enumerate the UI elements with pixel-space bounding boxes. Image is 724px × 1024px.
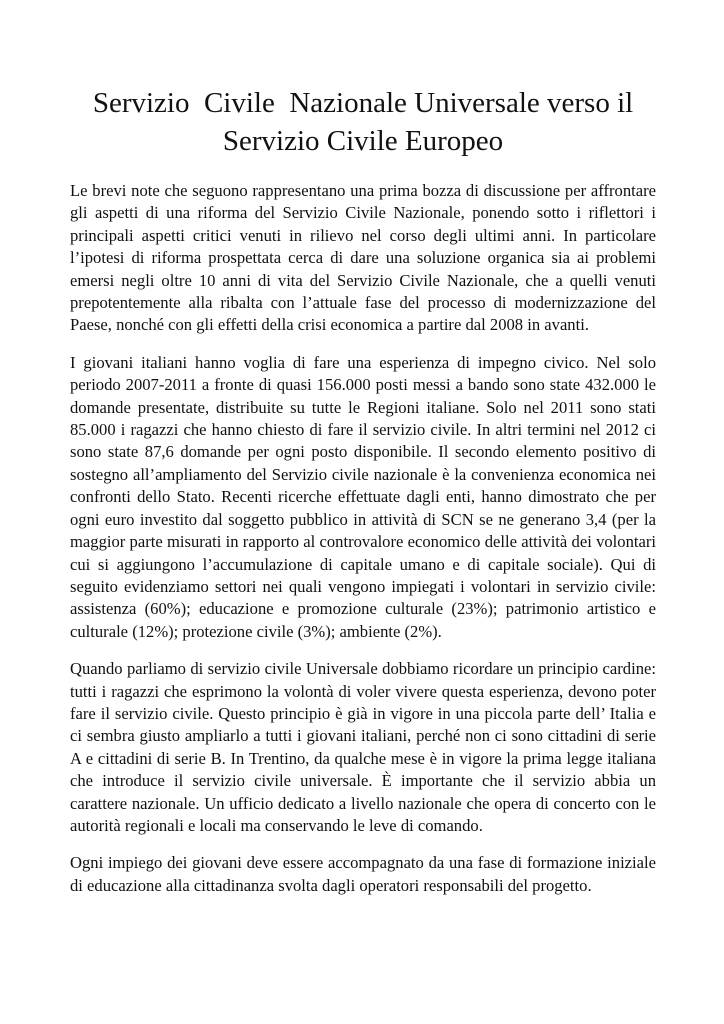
- title-line-1: Servizio Civile Nazionale Universale verso il: [92, 87, 634, 119]
- title-line-2: Servizio Civile Europeo: [222, 125, 504, 157]
- paragraph-universal-principle: Quando parliamo di servizio civile Universale dobbiamo ricordare un principio cardine: tutti i ragazzi che esprimono la volontà di voler vivere questa esperienza, devono poter fare il servizio civile. Questo principio è già in vigore in una piccola parte dell’ Italia e ci sembra giusto ampliarlo a tutti i giovani italiani, perché non ci sono cittadini di serie A e cittadini di serie B. In Trentino, da qualche mese è in vigore la prima legge italiana che introduce il servizio civile universale. È importante che il servizio abbia un carattere nazionale. Un ufficio dedicato a livello nazionale che opera di concerto con le autorità regionali e locali ma conservando le leve di comando.: [70, 659, 656, 835]
- paragraph-intro: Le brevi note che seguono rappresentano una prima bozza di discussione per affrontare gli aspetti di una riforma del Servizio Civile Nazionale, ponendo sotto i riflettori i principali aspetti critici venuti in rilievo nel corso degli ultimi anni. In particolare l’ipotesi di riforma prospettata cerca di dare una soluzione organica sia ai problemi emersi negli oltre 10 anni di vita del Servizio Civile Nazionale, che a quelli venuti prepotentemente alla ribalta con l’attuale fase del processo di modernizzazione del Paese, nonché con gli effetti della crisi economica a partire dal 2008 in avanti.: [70, 181, 656, 335]
- paragraph-statistics: I giovani italiani hanno voglia di fare una esperienza di impegno civico. Nel solo periodo 2007-2011 a fronte di quasi 156.000 posti messi a bando sono state 432.000 le domande presentate, distribuite su tutte le Regioni italiane. Solo nel 2011 sono stati 85.000 i ragazzi che hanno chiesto di fare il servizio civile. In altri termini nel 2012 ci sono state 87,6 domande per ogni posto disponibile. Il secondo elemento positivo di sostegno all’ampliamento del Servizio civile nazionale è la convenienza economica nei confronti dello Stato. Recenti ricerche effettuate dagli enti, hanno dimostrato che per ogni euro investito dal soggetto pubblico in attività di SCN se ne generano 3,4 (per la maggior parte misurati in rapporto al controvalore economico delle attività dei volontari cui si aggiungono l’accumulazione di capitale umano e di capitale sociale). Qui di seguito evidenziamo settori nei quali vengono impiegati i volontari in servizio civile: assistenza (60%); educazione e promozione culturale (23%); patrimonio artistico e culturale (12%); protezione civile (3%); ambiente (2%).: [70, 352, 656, 641]
- paragraph-training: Ogni impiego dei giovani deve essere accompagnato da una fase di formazione iniziale di educazione alla cittadinanza svolta dagli operatori responsabili del progetto.: [70, 853, 656, 895]
- document-title: [70, 84, 656, 160]
- document-page: [70, 84, 656, 912]
